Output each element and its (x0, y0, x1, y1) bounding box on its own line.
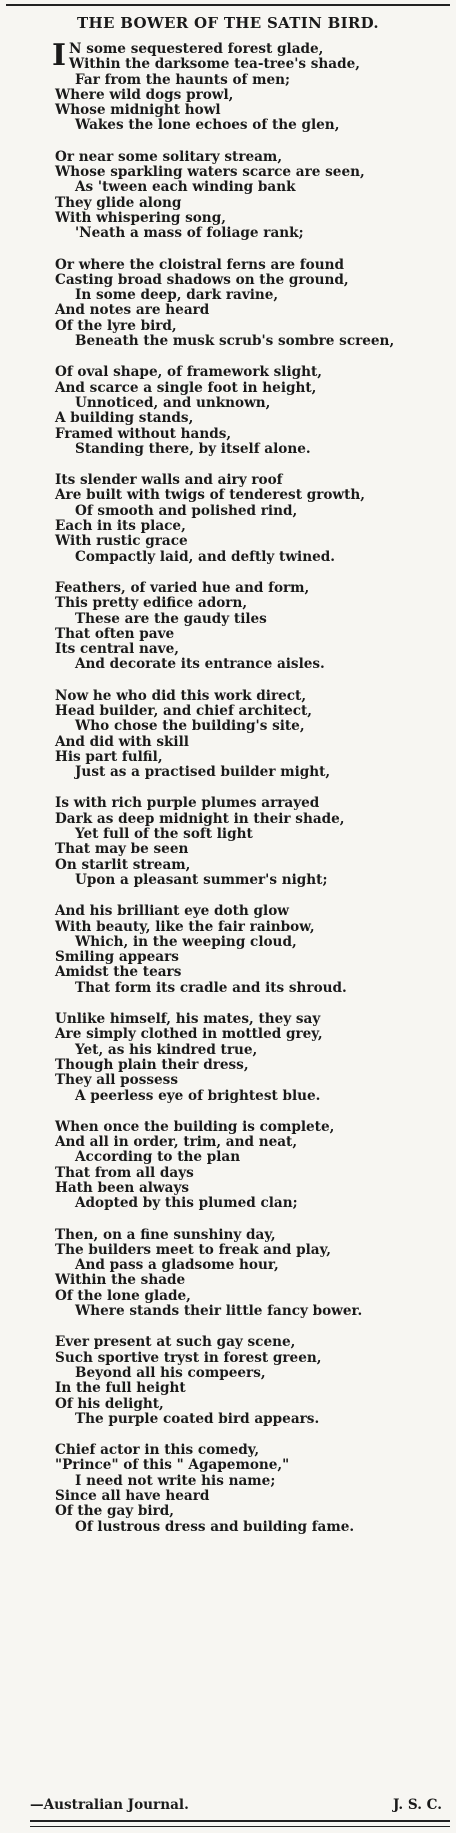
poem-line (55, 258, 455, 273)
poem-line-text: Yet full of the soft light (75, 826, 253, 843)
poem-line-text: They glide along (55, 194, 182, 211)
poem-line-text: On starlit stream, (55, 856, 191, 873)
poem-line (55, 73, 455, 88)
poem-line (55, 226, 455, 241)
poem-line-text: When once the building is complete, (55, 1118, 335, 1135)
poem-line (55, 750, 455, 765)
top-rule (6, 4, 450, 6)
poem-line (55, 1381, 455, 1396)
poem-line-text: 'Neath a mass of foliage rank; (75, 225, 304, 242)
poem-line-text: As 'tween each winding bank (75, 179, 296, 196)
poem-line (55, 180, 455, 195)
poem-line (55, 581, 455, 596)
poem-line-text: Or near some solitary stream, (55, 148, 283, 165)
poem-line-text: And decorate its entrance aisles. (75, 656, 325, 673)
poem-line (55, 827, 455, 842)
poem-line (55, 1196, 455, 1211)
poem-line-text: And did with skill (55, 733, 189, 750)
poem-line-text: A peerless eye of brightest blue. (75, 1087, 321, 1104)
poem-line (55, 1258, 455, 1273)
poem-line (55, 550, 455, 565)
poem-line (55, 796, 455, 811)
poem-line (55, 1335, 455, 1350)
poem-line-text: Beyond all his compeers, (75, 1364, 266, 1381)
poem-line (55, 519, 455, 534)
poem-line-text: Far from the haunts of men; (75, 71, 291, 88)
poem-line-text: Chief actor in this comedy, (55, 1442, 260, 1459)
poem-line-text: Of smooth and polished rind, (75, 502, 298, 519)
poem-line (55, 1520, 455, 1535)
poem-line (55, 396, 455, 411)
poem-line (55, 303, 455, 318)
poem-line-text: Wakes the lone echoes of the glen, (75, 117, 340, 134)
poem-line (55, 981, 455, 996)
poem-line (55, 1489, 455, 1504)
poem-line-text: Framed without hands, (55, 425, 232, 442)
poem-line (55, 1228, 455, 1243)
poem-line-text: Adopted by this plumed clan; (75, 1195, 298, 1212)
poem-line (55, 596, 455, 611)
poem-line (55, 118, 455, 133)
poem-line (55, 1351, 455, 1366)
poem-line-text: Head builder, and chief architect, (55, 702, 313, 719)
poem-line-text: Of oval shape, of framework slight, (55, 364, 323, 381)
poem-line (55, 57, 455, 72)
poem-line-text: Unlike himself, his mates, they say (55, 1011, 321, 1028)
poem-line-text: Of the gay bird, (55, 1503, 174, 1520)
poem-line-text: Are simply clothed in mottled grey, (55, 1026, 323, 1043)
poem-line (55, 842, 455, 857)
poem-line (55, 950, 455, 965)
poem-line-text: These are the gaudy tiles (75, 610, 267, 627)
poem-line (55, 488, 455, 503)
poem-line (55, 1458, 455, 1473)
stanza (55, 796, 455, 888)
poem-line-text: That form its cradle and its shroud. (75, 979, 347, 996)
poem-line-text: Which, in the weeping cloud, (75, 933, 297, 950)
stanza (55, 258, 455, 350)
poem-line-text: That may be seen (55, 841, 189, 858)
stanza (55, 365, 455, 457)
stanza (55, 581, 455, 673)
poem-line-text: According to the plan (75, 1149, 241, 1166)
poem-line (55, 735, 455, 750)
poem-line-text: Dark as deep midnight in their shade, (55, 810, 345, 827)
poem-line (55, 1304, 455, 1319)
poem-line-text: Yet, as his kindred true, (75, 1041, 258, 1058)
poem-line (55, 1366, 455, 1381)
poem-line (55, 1397, 455, 1412)
poem-line (55, 473, 455, 488)
poem-line (55, 1412, 455, 1427)
poem-line-text: Feathers, of varied hue and form, (55, 579, 310, 596)
poem-line-text: Each in its place, (55, 518, 186, 535)
poem-line-text: And all in order, trim, and neat, (55, 1134, 298, 1151)
poem-line-text: Beneath the musk scrub's sombre screen, (75, 333, 395, 350)
poem-line-text: In some deep, dark ravine, (75, 287, 279, 304)
poem-line (55, 873, 455, 888)
poem-line (55, 381, 455, 396)
poem-line (55, 920, 455, 935)
poem-line (55, 765, 455, 780)
stanza (55, 1228, 455, 1320)
poem-line (55, 1058, 455, 1073)
poem-line-text: Of his delight, (55, 1395, 164, 1412)
poem-line (55, 1243, 455, 1258)
poem-line (55, 1027, 455, 1042)
poem-line (55, 689, 455, 704)
poem-title: THE BOWER OF THE SATIN BIRD. (77, 14, 379, 32)
poem-line-text: Of the lyre bird, (55, 317, 177, 334)
poem-line (55, 211, 455, 226)
poem-line-text: And scarce a single foot in height, (55, 379, 317, 396)
poem-line (55, 88, 455, 103)
poem-line (55, 1043, 455, 1058)
poem-line-text: And his brilliant eye doth glow (55, 903, 289, 920)
poem-line (55, 1089, 455, 1104)
poem-line-text: Smiling appears (55, 949, 179, 966)
poem-line-text: Are built with twigs of tenderest growth, (55, 487, 366, 504)
poem-line-text: Is with rich purple plumes arrayed (55, 795, 320, 812)
bottom-rule (30, 1820, 450, 1822)
poem-line-text: Amidst the tears (55, 964, 182, 981)
poem-line (55, 1289, 455, 1304)
stanza (55, 1335, 455, 1427)
poem-line-text: That from all days (55, 1164, 194, 1181)
poem-line-text: With rustic grace (55, 533, 188, 550)
poem-line (55, 657, 455, 672)
poem-line-text: That often pave (55, 625, 175, 642)
poem-line-text: Though plain their dress, (55, 1056, 249, 1073)
poem-line-text: Where wild dogs prowl, (55, 86, 234, 103)
poem-line-text: The purple coated bird appears. (75, 1410, 320, 1427)
poem-line (55, 1443, 455, 1458)
poem-line (55, 534, 455, 549)
poem-line-text: With beauty, like the fair rainbow, (55, 918, 315, 935)
poem-line-text: Its slender walls and airy roof (55, 472, 283, 489)
poem-line-text: In the full height (55, 1380, 186, 1397)
poem-line (55, 1166, 455, 1181)
poem-line (55, 165, 455, 180)
poem-line (55, 1474, 455, 1489)
poem-line-text: Since all have heard (55, 1488, 210, 1505)
poem-line (55, 1135, 455, 1150)
poem-line-text: And notes are heard (55, 302, 210, 319)
poem-line-text: A building stands, (55, 410, 194, 427)
poem-line-text: And pass a gladsome hour, (75, 1257, 279, 1274)
poem-line-text: Within the darksome tea-tree's shade, (69, 56, 360, 73)
poem-line (55, 935, 455, 950)
poem-line-text: Of the lone glade, (55, 1287, 191, 1304)
poem-line (55, 1504, 455, 1519)
stanza (55, 1012, 455, 1104)
poem-line (55, 904, 455, 919)
poem-line (55, 334, 455, 349)
bottom-rule-thin (30, 1826, 450, 1827)
poem-line (55, 273, 455, 288)
poem-line-text: Hath been always (55, 1180, 189, 1196)
poem-line (55, 1150, 455, 1165)
poem-line-text: Then, on a fine sunshiny day, (55, 1226, 276, 1243)
poem-line (55, 1073, 455, 1088)
poem-line-text: Its central nave, (55, 641, 179, 658)
poem-line (55, 965, 455, 980)
poem-line-text: Whose sparkling waters scarce are seen, (55, 164, 365, 181)
stanza (55, 1443, 455, 1535)
poem-line-text: Who chose the building's site, (75, 718, 305, 735)
stanza (52, 38, 455, 134)
poem-line-text: Just as a practised builder might, (75, 764, 331, 781)
poem-line (55, 704, 455, 719)
poem-line (55, 642, 455, 657)
poem-line (55, 1273, 455, 1288)
poem-line-text: This pretty edifice adorn, (55, 595, 248, 612)
poem-line-text: The builders meet to freak and play, (55, 1241, 331, 1258)
poem-line-text: Such sportive tryst in forest green, (55, 1349, 322, 1366)
poem-line-text: Or where the cloistral ferns are found (55, 256, 344, 273)
poem-line-text: Casting broad shadows on the ground, (55, 271, 349, 288)
poem-line (55, 627, 455, 642)
poem-line-text: Standing there, by itself alone. (75, 440, 311, 457)
poem-line-text: I need not write his name; (75, 1472, 276, 1489)
poem-line-text: Whose midnight howl (55, 102, 221, 119)
poem-line-text: Compactly laid, and deftly twined. (75, 548, 335, 565)
poem-line (55, 812, 455, 827)
poem-line-text: His part fulfil, (55, 748, 163, 765)
poem-line-text: N some sequestered forest glade, (69, 41, 324, 57)
poem-line (55, 612, 455, 627)
poem-line-text: Within the shade (55, 1272, 186, 1289)
stanza (55, 473, 455, 565)
poem-line (55, 365, 455, 380)
poem-line-text: "Prince" of this " Agapemone," (55, 1457, 290, 1474)
poem-line-text: They all possess (55, 1072, 178, 1089)
source-credit: —Australian Journal. (30, 1797, 189, 1813)
stanza (55, 689, 455, 781)
author-initials: J. S. C. (393, 1797, 442, 1813)
poem-body (52, 38, 455, 1551)
poem-line (55, 858, 455, 873)
poem-line (55, 504, 455, 519)
poem-line (55, 427, 455, 442)
poem-line (55, 411, 455, 426)
poem-line-text: Ever present at such gay scene, (55, 1334, 296, 1351)
poem-line-text: With whispering song, (55, 209, 226, 226)
poem-line-text: Of lustrous dress and building fame. (75, 1518, 355, 1535)
poem-line (55, 288, 455, 303)
poem-line (55, 1012, 455, 1027)
poem-line-text: Upon a pleasant summer's night; (75, 871, 328, 888)
poem-line-text: Now he who did this work direct, (55, 687, 307, 704)
poem-line (55, 1120, 455, 1135)
poem-line (55, 442, 455, 457)
stanza (55, 1120, 455, 1212)
drop-cap: I (52, 38, 67, 73)
poem-line (55, 103, 455, 118)
poem-line (55, 319, 455, 334)
poem-line (55, 719, 455, 734)
poem-line-text: Where stands their little fancy bower. (75, 1303, 363, 1320)
poem-line-text: Unnoticed, and unknown, (75, 394, 271, 411)
poem-line (55, 150, 455, 165)
poem-line (55, 1181, 455, 1196)
poem-line (55, 196, 455, 211)
stanza (55, 150, 455, 242)
stanza (55, 904, 455, 996)
